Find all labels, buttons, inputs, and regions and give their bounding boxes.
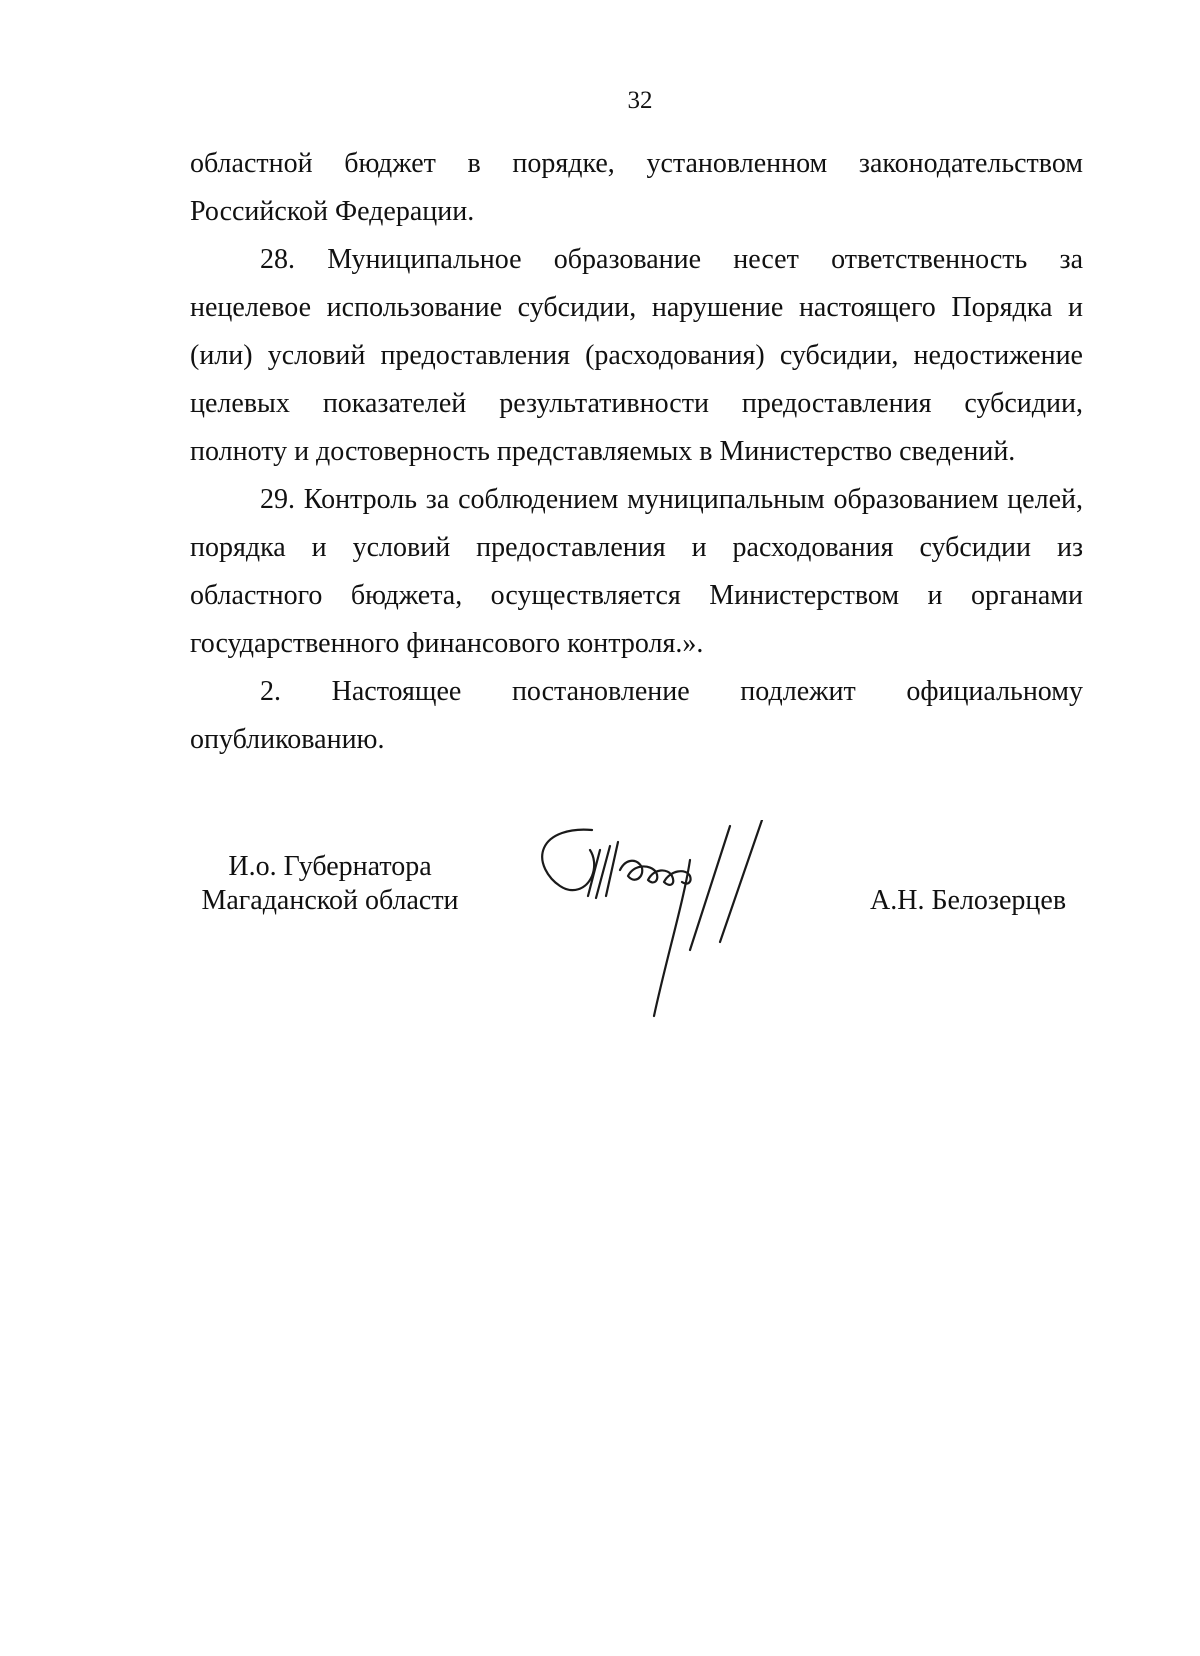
text-line: целевых показателей результативности предоставления субсидии,	[190, 388, 1083, 419]
paragraph	[190, 236, 1083, 476]
text-line: областного бюджета, осуществляется Министерством и органами	[190, 580, 1083, 611]
paragraph	[190, 476, 1083, 668]
text-line: нецелевое использование субсидии, нарушение настоящего Порядка и	[190, 292, 1083, 323]
signature-block	[0, 840, 1200, 1020]
text-line: порядка и условий предоставления и расходования субсидии из	[190, 532, 1083, 563]
text-line: 28. Муниципальное образование несет ответственность за	[260, 244, 1083, 275]
text-line: 29. Контроль за соблюдением муниципальным образованием целей,	[260, 484, 1083, 515]
signer-name: А.Н. Белозерцев	[870, 885, 1067, 916]
document-body	[190, 140, 1083, 764]
text-line: полноту и достоверность представляемых в Министерство сведений.	[190, 436, 1016, 467]
paragraph	[190, 668, 1083, 764]
page-number: 32	[627, 87, 653, 114]
text-line: опубликованию.	[190, 724, 385, 755]
signer-position-line: Магаданской области	[201, 885, 459, 916]
text-line: (или) условий предоставления (расходования) субсидии, недостижение	[190, 340, 1083, 371]
signer-position	[180, 850, 480, 918]
text-line: областной бюджет в порядке, установленном законодательством	[190, 148, 1083, 179]
paragraph	[190, 140, 1083, 236]
signer-position-line: И.о. Губернатора	[228, 851, 432, 882]
text-line: 2. Настоящее постановление подлежит официальному	[260, 676, 1083, 707]
handwritten-signature	[530, 820, 790, 1020]
text-line: государственного финансового контроля.».	[190, 628, 704, 659]
text-line: Российской Федерации.	[190, 196, 475, 227]
